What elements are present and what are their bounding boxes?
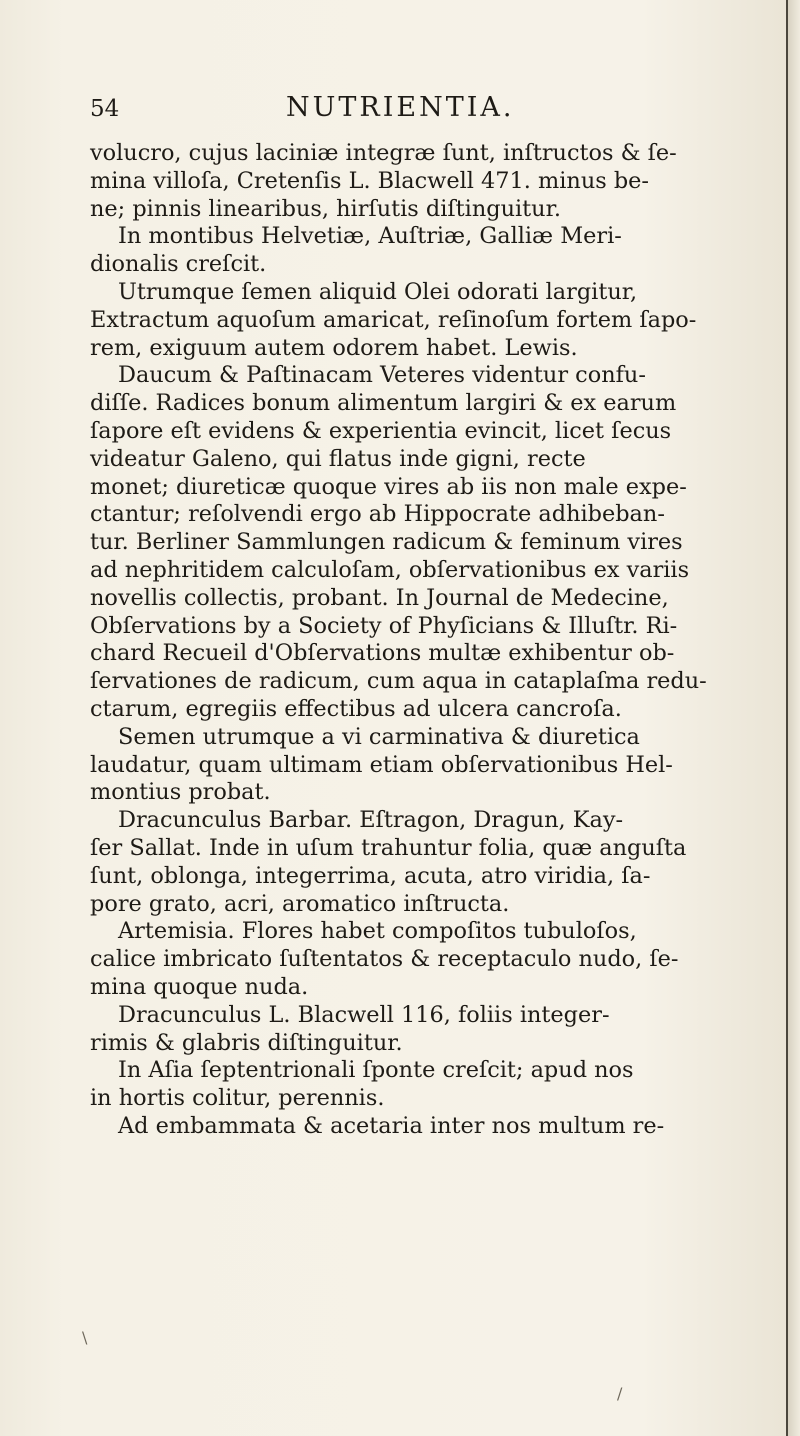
text-line: mina quoque nuda. [90,973,309,1000]
text-line: laudatur, quam ultimam etiam obſervationibus Hel- [90,751,673,778]
text-line: ſunt, oblonga, integerrima, acuta, atro viridia, ſa- [90,862,651,889]
text-line: mina villoſa, Cretenſis L. Blacwell 471. minus be- [90,167,650,194]
text-line: Ad embammata & acetaria inter nos multum re- [118,1112,665,1139]
text-line: videatur Galeno, qui flatus inde gigni, recte [90,445,586,472]
text-line: Semen utrumque a vi carminativa & diuretica [118,723,640,750]
text-line: rimis & glabris diſtinguitur. [90,1029,403,1056]
text-line: Dracunculus L. Blacwell 116, foliis integer- [118,1001,610,1028]
text-line: Obſervations by a Society of Phyſicians & Illuſtr. Ri- [90,612,678,639]
text-line: monet; diureticæ quoque vires ab iis non male expe- [90,473,687,500]
text-line: rem, exiguum autem odorem habet. Lewis. [90,334,578,361]
stray-mark: / [617,1384,623,1403]
text-line: ctantur; reſolvendi ergo ab Hippocrate adhibeban- [90,501,665,528]
text-line: Daucum & Paſtinacam Veteres videntur confu- [118,362,646,389]
stray-mark: \ [82,1328,88,1347]
running-title: NUTRIENTIA. [286,92,515,123]
page-edge-shadow [788,0,800,1436]
text-line: ad nephritidem calculoſam, obſervationibus ex variis [90,556,690,583]
text-line: ſapore eſt evidens & experientia evincit, licet ſecus [90,417,672,444]
text-line: Utrumque ſemen aliquid Olei odorati largitur, [118,278,638,305]
text-line: in hortis colitur, perennis. [90,1085,385,1112]
text-line: volucro, cujus laciniæ integræ ſunt, inſtructos & ſe- [90,140,677,166]
text-line: pore grato, acri, aromatico inſtructa. [90,890,510,917]
text-line: tur. Berliner Sammlungen radicum & feminum vires [90,529,683,556]
text-line: chard Recueil d'Obſervations multæ exhibentur ob- [90,640,675,667]
text-line: calice imbricato ſuſtentatos & receptaculo nudo, ſe- [90,946,679,973]
text-line: Artemisia. Flores habet compoſitos tubuloſos, [118,918,637,945]
body-text [90,140,750,1141]
text-line: diſſe. Radices bonum alimentum largiri & ex earum [90,390,677,417]
text-line: ctarum, egregiis effectibus ad ulcera cancroſa. [90,695,622,722]
text-line: novellis collectis, probant. In Journal de Medecine, [90,584,669,611]
text-line: In montibus Helvetiæ, Auſtriæ, Galliæ Meri- [118,223,622,250]
page-header [90,92,740,132]
text-line: ſervationes de radicum, cum aqua in cataplaſma redu- [90,668,707,695]
text-line: montius probat. [90,779,271,806]
text-line: In Aſia ſeptentrionali ſponte creſcit; apud nos [118,1057,634,1084]
page-edge-line [786,0,788,1436]
text-line: ſer Sallat. Inde in uſum trahuntur folia, quæ anguſta [90,834,687,861]
text-line: ne; pinnis linearibus, hirſutis diſtinguitur. [90,195,561,222]
text-line: Extractum aquoſum amaricat, reſinoſum fortem ſapo- [90,306,697,333]
text-line: Dracunculus Barbar. Eſtragon, Dragun, Kay- [118,807,624,834]
page-number: 54 [90,96,120,122]
text-line: dionalis creſcit. [90,251,267,278]
